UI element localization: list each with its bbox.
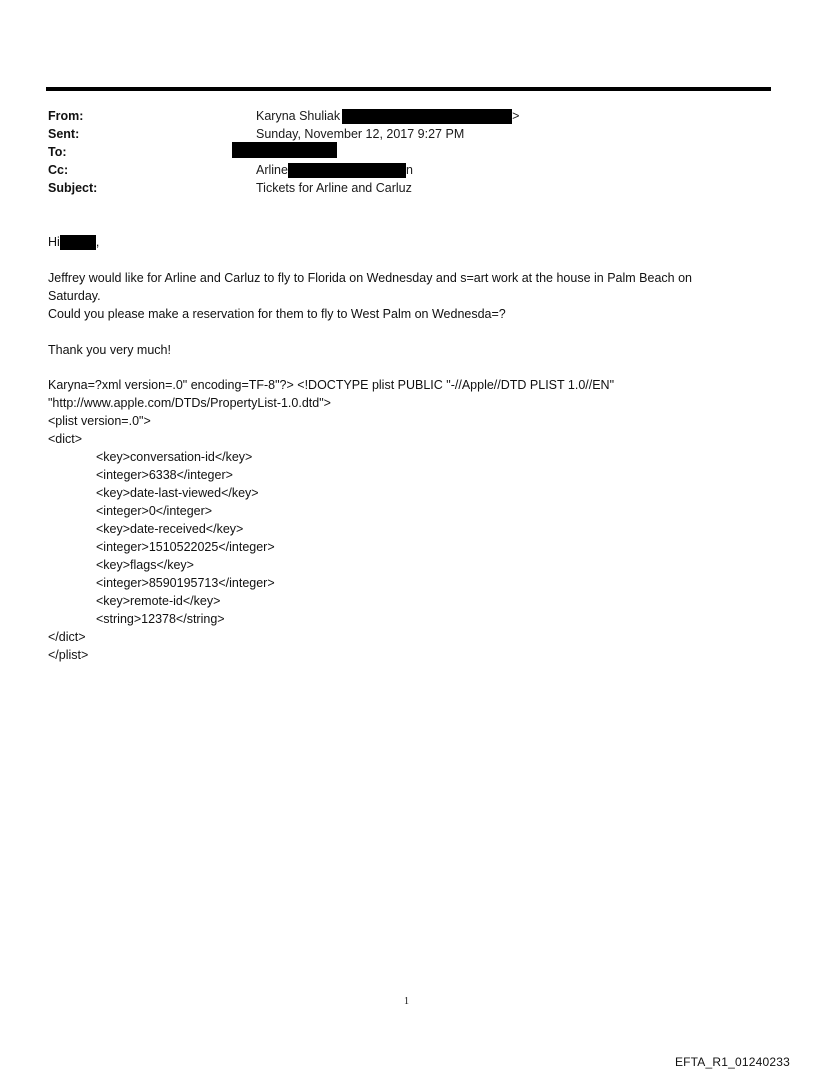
page-number: 1	[404, 996, 409, 1007]
dict-entry: <integer>1510522025</integer>	[96, 540, 275, 554]
greeting-end: ,	[95, 235, 100, 249]
from-tail: >	[512, 109, 520, 123]
cc-name: Arline	[256, 163, 288, 177]
dict-entry: <key>flags</key>	[96, 558, 194, 572]
sent-label: Sent:	[48, 127, 80, 141]
thanks-line: Thank you very much!	[48, 343, 171, 357]
dict-entry: <integer>0</integer>	[96, 504, 213, 518]
cc-tail: n	[405, 163, 413, 177]
cc-label: Cc:	[48, 163, 69, 177]
header-rule	[46, 87, 771, 91]
paragraph-line: Saturday.	[48, 289, 101, 303]
dict-entry: <key>remote-id</key>	[96, 594, 221, 608]
sent-value: Sunday, November 12, 2017 9:27 PM	[256, 127, 465, 141]
dict-close: </dict>	[48, 630, 86, 644]
from-name: Karyna Shuliak	[256, 109, 341, 123]
to-label: To:	[48, 145, 67, 159]
doctype-url-line: "http://www.apple.com/DTDs/PropertyList-1.0.dtd">	[48, 396, 331, 410]
dict-entry: <key>conversation-id</key>	[96, 450, 253, 464]
subject-label: Subject:	[48, 181, 98, 195]
dict-entry: <integer>8590195713</integer>	[96, 576, 275, 590]
dict-entry: <key>date-last-viewed</key>	[96, 486, 259, 500]
paragraph-line: Jeffrey would like for Arline and Carluz to fly to Florida on Wednesday and s=art work at the house in Palm Beach on	[48, 271, 692, 285]
from-value	[256, 109, 519, 124]
to-redaction-block	[232, 142, 337, 158]
dict-entry: <key>date-received</key>	[96, 522, 244, 536]
paragraph-line: Could you please make a reservation for them to fly to West Palm on Wednesda=?	[48, 307, 506, 321]
document-id: EFTA_R1_01240233	[674, 1055, 790, 1069]
subject-value: Tickets for Arline and Carluz	[256, 181, 412, 195]
plist-open: <plist version=.0">	[48, 414, 151, 428]
dict-open: <dict>	[48, 432, 83, 446]
redaction-block	[342, 109, 512, 124]
redaction-block	[288, 163, 406, 178]
redaction-block	[60, 235, 96, 250]
signature-line: Karyna=?xml version=.0" encoding=TF-8"?> <!DOCTYPE plist PUBLIC "-//Apple//DTD PLIST 1.0//EN"	[48, 378, 615, 392]
greeting-start: Hi	[48, 235, 60, 249]
from-label: From:	[48, 109, 84, 123]
dict-entry: <string>12378</string>	[96, 612, 225, 626]
cc-value	[256, 163, 413, 178]
dict-entry: <integer>6338</integer>	[96, 468, 233, 482]
plist-close: </plist>	[48, 648, 89, 662]
greeting	[48, 235, 99, 250]
